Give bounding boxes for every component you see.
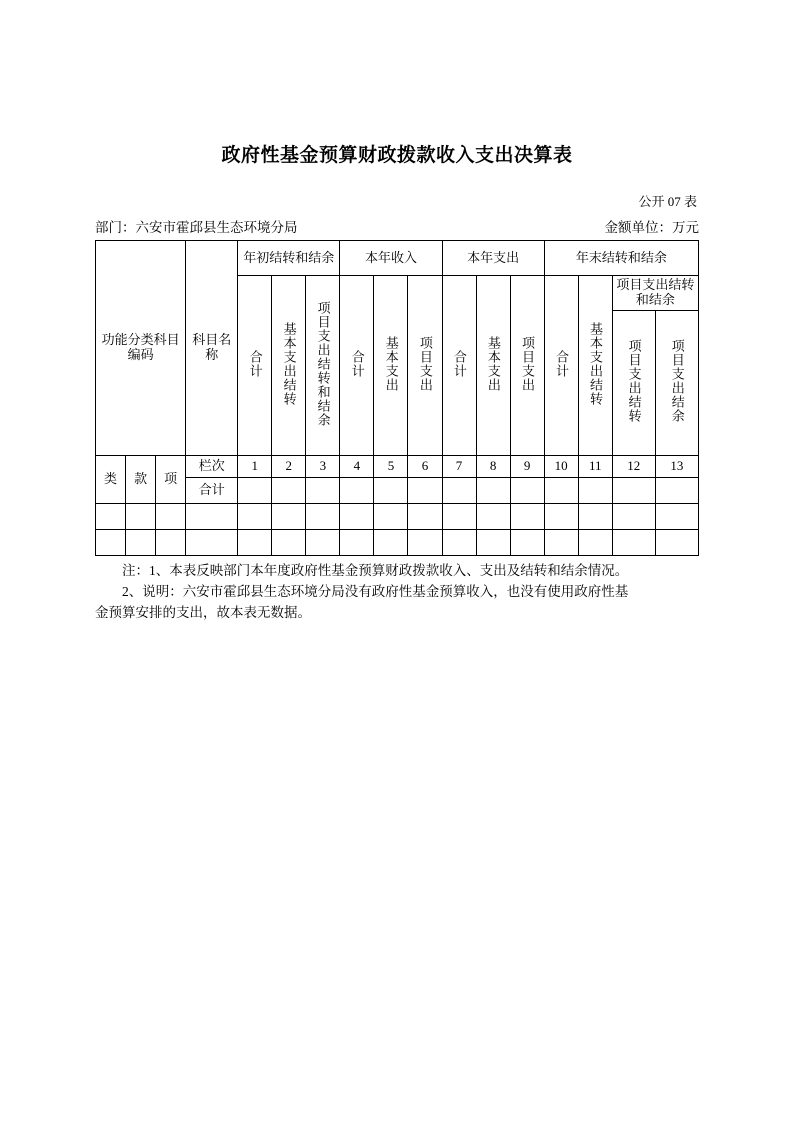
cell-value-2 xyxy=(272,504,306,530)
cell-value-8 xyxy=(476,530,510,556)
subheader-closing-project-carryover: 项目支出结转 xyxy=(612,311,655,456)
cell-subject-name xyxy=(186,504,238,530)
table-group-header-row xyxy=(96,241,699,276)
code-subhead-section: 款 xyxy=(126,456,156,504)
cell-value-10 xyxy=(544,530,578,556)
subheader-income-basic: 基本支出 xyxy=(374,276,408,456)
cell-value-6 xyxy=(408,504,442,530)
subheader-opening-project-carryover: 项目支出结转和结余 xyxy=(306,276,340,456)
cell-value-9 xyxy=(510,530,544,556)
cell-value-11 xyxy=(578,530,612,556)
cell-value-10 xyxy=(544,504,578,530)
cell-value-3 xyxy=(306,530,340,556)
subheader-opening-basic-carryover: 基本支出结转 xyxy=(272,276,306,456)
cell-value-13 xyxy=(655,504,698,530)
table-column-number-row xyxy=(96,456,699,478)
cell-value-1 xyxy=(238,530,272,556)
col-number-1: 1 xyxy=(238,456,272,478)
header-subject-name: 科目名称 xyxy=(186,241,238,456)
amount-unit-label: 金额单位：万元 xyxy=(604,220,699,235)
subheader-expense-project: 项目支出 xyxy=(510,276,544,456)
col-number-10: 10 xyxy=(544,456,578,478)
col-number-3: 3 xyxy=(306,456,340,478)
header-group-year-income: 本年收入 xyxy=(340,241,442,276)
col-number-8: 8 xyxy=(476,456,510,478)
cell-value-12 xyxy=(612,530,655,556)
header-group-opening-balance: 年初结转和结余 xyxy=(238,241,340,276)
total-value-1 xyxy=(238,478,272,504)
total-value-11 xyxy=(578,478,612,504)
header-group-year-expense: 本年支出 xyxy=(442,241,544,276)
note-line-2: 2、说明：六安市霍邱县生态环境分局没有政府性基金预算收入，也没有使用政府性基 xyxy=(122,583,629,599)
total-value-10 xyxy=(544,478,578,504)
col-number-5: 5 xyxy=(374,456,408,478)
cell-value-6 xyxy=(408,530,442,556)
note-line-3: 金预算安排的支出，故本表无数据。 xyxy=(95,604,311,620)
cell-value-5 xyxy=(374,504,408,530)
total-value-8 xyxy=(476,478,510,504)
header-category-code: 功能分类科目编码 xyxy=(96,241,186,456)
cell-value-4 xyxy=(340,504,374,530)
cell-value-11 xyxy=(578,504,612,530)
cell-value-4 xyxy=(340,530,374,556)
col-number-7: 7 xyxy=(442,456,476,478)
col-number-12: 12 xyxy=(612,456,655,478)
total-value-6 xyxy=(408,478,442,504)
total-value-3 xyxy=(306,478,340,504)
col-number-4: 4 xyxy=(340,456,374,478)
row-label-header: 栏次 xyxy=(186,456,238,478)
total-value-7 xyxy=(442,478,476,504)
total-row-label: 合计 xyxy=(186,478,238,504)
subheader-opening-total: 合计 xyxy=(238,276,272,456)
cell-value-2 xyxy=(272,530,306,556)
col-number-11: 11 xyxy=(578,456,612,478)
subheader-income-total: 合计 xyxy=(340,276,374,456)
total-value-4 xyxy=(340,478,374,504)
note-line-1: 注：1、本表反映部门本年度政府性基金预算财政拨款收入、支出及结转和结余情况。 xyxy=(122,563,629,578)
col-number-13: 13 xyxy=(655,456,698,478)
form-code: 公开 07 表 xyxy=(638,194,697,209)
subheader-expense-basic: 基本支出 xyxy=(476,276,510,456)
total-value-13 xyxy=(655,478,698,504)
subheader-closing-total: 合计 xyxy=(544,276,578,456)
cell-value-5 xyxy=(374,530,408,556)
cell-subject-name xyxy=(186,530,238,556)
cell-value-9 xyxy=(510,504,544,530)
code-subhead-item: 项 xyxy=(156,456,186,504)
cell-item xyxy=(156,530,186,556)
cell-section xyxy=(126,504,156,530)
subheader-closing-project-surplus: 项目支出结余 xyxy=(655,311,698,456)
cell-value-1 xyxy=(238,504,272,530)
meta-row xyxy=(95,216,699,236)
cell-value-8 xyxy=(476,504,510,530)
cell-section xyxy=(126,530,156,556)
table-notes xyxy=(95,561,699,624)
page-title: 政府性基金预算财政拨款收入支出决算表 xyxy=(221,145,573,166)
cell-value-7 xyxy=(442,530,476,556)
subheader-closing-basic-carryover: 基本支出结转 xyxy=(578,276,612,456)
table-row xyxy=(96,530,699,556)
cell-value-7 xyxy=(442,504,476,530)
department-label: 部门：六安市霍邱县生态环境分局 xyxy=(95,220,298,235)
subheader-expense-total: 合计 xyxy=(442,276,476,456)
subheader-income-project: 项目支出 xyxy=(408,276,442,456)
cell-class xyxy=(96,530,126,556)
cell-value-12 xyxy=(612,504,655,530)
col-number-2: 2 xyxy=(272,456,306,478)
cell-value-3 xyxy=(306,504,340,530)
total-value-5 xyxy=(374,478,408,504)
total-value-12 xyxy=(612,478,655,504)
subheader-closing-project-group: 项目支出结转和结余 xyxy=(612,276,698,311)
cell-class xyxy=(96,504,126,530)
col-number-6: 6 xyxy=(408,456,442,478)
col-number-9: 9 xyxy=(510,456,544,478)
total-value-9 xyxy=(510,478,544,504)
header-group-closing-balance: 年末结转和结余 xyxy=(544,241,698,276)
table-row xyxy=(96,504,699,530)
total-value-2 xyxy=(272,478,306,504)
cell-value-13 xyxy=(655,530,698,556)
cell-item xyxy=(156,504,186,530)
financial-table xyxy=(95,240,699,556)
table-total-row xyxy=(96,478,699,504)
code-subhead-class: 类 xyxy=(96,456,126,504)
